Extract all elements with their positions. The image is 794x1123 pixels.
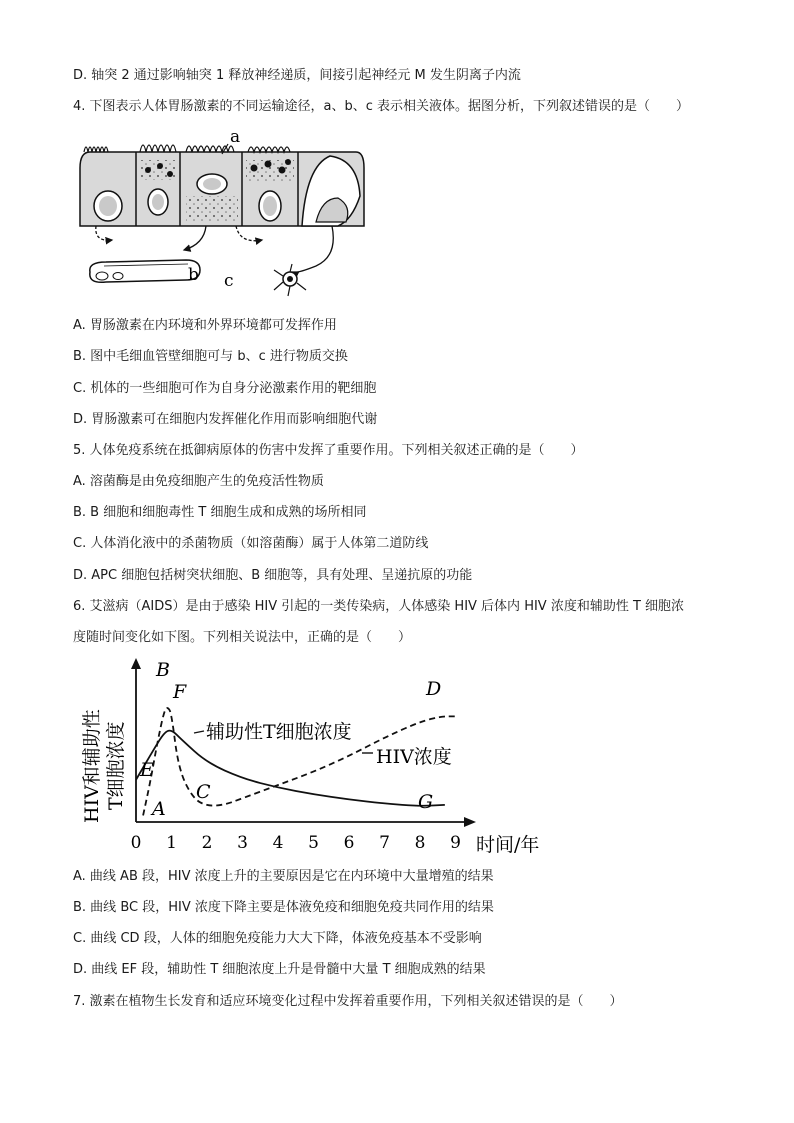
- question-6-stem-line-2: 度随时间变化如下图。下列相关说法中，正确的是（ ）: [73, 630, 412, 645]
- x-axis-label: 时间/年: [476, 834, 540, 856]
- point-label-b: B: [156, 659, 170, 681]
- question-6-option-b: B. 曲线 BC 段，HIV 浓度下降主要是体液免疫和细胞免疫共同作用的结果: [73, 900, 494, 915]
- question-3-option-d: D. 轴突 2 通过影响轴突 1 释放神经递质，间接引起神经元 M 发生阴离子内流: [73, 68, 521, 83]
- question-4-stem: 4. 下图表示人体胃肠激素的不同运输途径，a、b、c 表示相关液体。据图分析，下列叙述错误的是（ ）: [73, 99, 690, 114]
- x-tick-label: 0: [130, 833, 142, 853]
- hiv-concentration-chart: [78, 655, 548, 860]
- x-tick-label: 6: [343, 833, 355, 853]
- y-axis-label-line-1: HIV和辅助性: [81, 709, 103, 823]
- label-c: c: [224, 271, 234, 291]
- question-4-option-c: C. 机体的一些细胞可作为自身分泌激素作用的靶细胞: [73, 381, 377, 396]
- label-b: b: [188, 265, 199, 285]
- point-label-a: A: [152, 798, 166, 820]
- question-5-option-b: B. B 细胞和细胞毒性 T 细胞生成和成熟的场所相同: [73, 505, 367, 520]
- question-4-option-a: A. 胃肠激素在内环境和外界环境都可发挥作用: [73, 318, 337, 333]
- question-7-stem: 7. 激素在植物生长发育和适应环境变化过程中发挥着重要作用，下列相关叙述错误的是（ ）: [73, 994, 623, 1009]
- point-label-e: E: [140, 759, 154, 781]
- question-5-option-a: A. 溶菌酶是由免疫细胞产生的免疫活性物质: [73, 474, 324, 489]
- question-4-option-d: D. 胃肠激素可在细胞内发挥催化作用而影响细胞代谢: [73, 412, 378, 427]
- point-label-d: D: [426, 678, 442, 700]
- question-6-option-a: A. 曲线 AB 段，HIV 浓度上升的主要原因是它在内环境中大量增殖的结果: [73, 869, 494, 884]
- question-5-option-c: C. 人体消化液中的杀菌物质（如溶菌酶）属于人体第二道防线: [73, 536, 429, 551]
- x-tick-label: 8: [414, 833, 426, 853]
- x-tick-label: 4: [272, 833, 284, 853]
- label-a: a: [230, 127, 241, 147]
- helper-t-cell-leader-line: [194, 731, 204, 733]
- gastrointestinal-hormone-diagram: [76, 126, 366, 301]
- question-6-option-d: D. 曲线 EF 段，辅助性 T 细胞浓度上升是骨髓中大量 T 细胞成熟的结果: [73, 962, 486, 977]
- y-axis-label-line-2: T细胞浓度: [105, 721, 127, 810]
- x-axis-arrow: [464, 817, 476, 827]
- y-axis-arrow: [131, 658, 141, 669]
- x-tick-label: 2: [201, 833, 213, 853]
- point-label-c: C: [196, 781, 211, 803]
- x-tick-label: 5: [308, 833, 319, 853]
- question-5-stem: 5. 人体免疫系统在抵御病原体的伤害中发挥了重要作用。下列相关叙述正确的是（ ）: [73, 443, 584, 458]
- x-tick-label: 1: [166, 833, 177, 853]
- point-label-f: F: [173, 681, 187, 703]
- helper-t-cell-series-label: 辅助性T细胞浓度: [206, 721, 352, 743]
- question-4-option-b: B. 图中毛细血管壁细胞可与 b、c 进行物质交换: [73, 349, 348, 364]
- question-6-option-c: C. 曲线 CD 段，人体的细胞免疫能力大大下降，体液免疫基本不受影响: [73, 931, 482, 946]
- hiv-series-label: HIV浓度: [376, 746, 452, 768]
- question-5-option-d: D. APC 细胞包括树突状细胞、B 细胞等，具有处理、呈递抗原的功能: [73, 568, 473, 583]
- question-6-stem-line-1: 6. 艾滋病（AIDS）是由于感染 HIV 引起的一类传染病，人体感染 HIV 后体内 HIV 浓度和辅助性 T 细胞浓: [73, 599, 685, 614]
- point-label-g: G: [418, 791, 434, 813]
- x-tick-label: 3: [237, 833, 248, 853]
- x-tick-label: 9: [450, 833, 461, 853]
- x-tick-label: 7: [379, 833, 390, 853]
